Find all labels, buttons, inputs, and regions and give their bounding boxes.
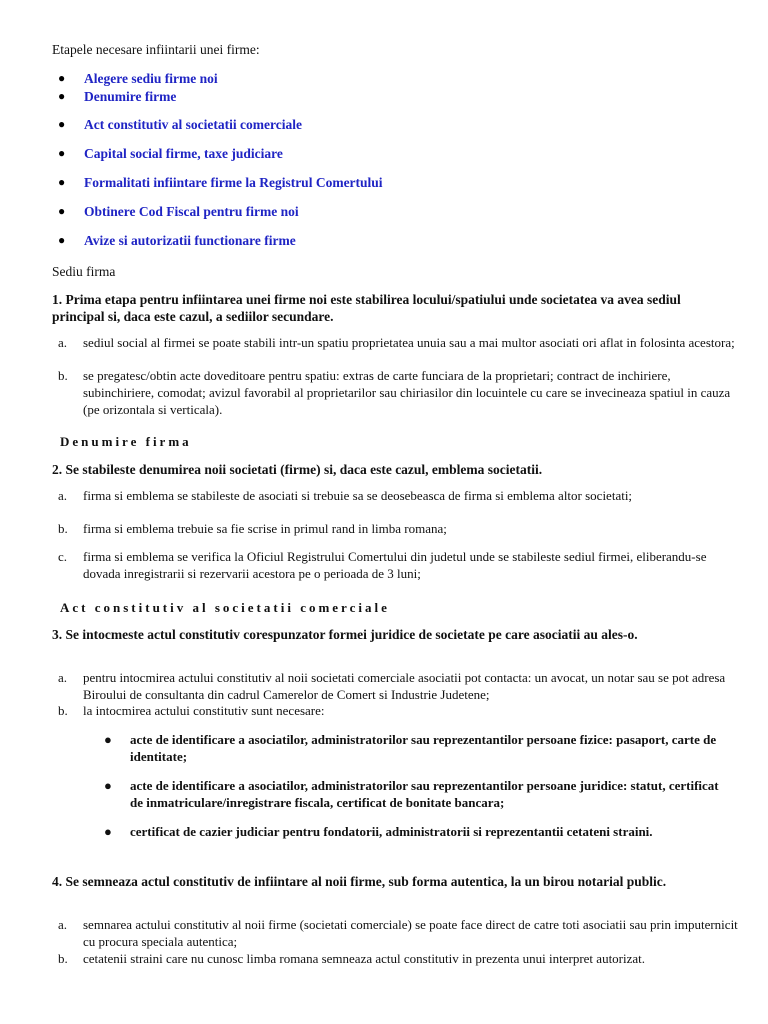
toc-link-formalitati[interactable]: Formalitati infiintare firme la Registrul Comertului bbox=[84, 175, 383, 190]
sub-list-item bbox=[104, 823, 734, 840]
list-marker: a. bbox=[58, 917, 68, 932]
list-item-text: firma si emblema trebuie sa fie scrise in primul rand in limba romana; bbox=[83, 521, 447, 536]
bullet-icon: ● bbox=[58, 146, 66, 160]
sub-list-item-text: acte de identificare a asociatilor, administratorilor sau reprezentantilor persoane fizice: pasaport, carte de identitate; bbox=[130, 732, 717, 764]
toc-link-avize[interactable]: Avize si autorizatii functionare firme bbox=[84, 233, 296, 248]
step-2-paragraph: 2. Se stabileste denumirea noii societati (firme) si, daca este cazul, emblema societatii. bbox=[52, 462, 543, 477]
sub-list-item bbox=[104, 777, 734, 811]
toc-link-denumire[interactable]: Denumire firme bbox=[84, 89, 177, 104]
list-marker: c. bbox=[58, 549, 68, 564]
list-marker: a. bbox=[58, 670, 68, 685]
toc-link-cod-fiscal[interactable]: Obtinere Cod Fiscal pentru firme noi bbox=[84, 204, 299, 219]
bullet-icon: ● bbox=[104, 824, 112, 839]
bullet-icon: ● bbox=[104, 732, 112, 747]
list-item bbox=[58, 916, 738, 950]
list-item-text: firma si emblema se stabileste de asociati si trebuie sa se deosebeasca de firma si emblema altor societati; bbox=[83, 488, 633, 503]
bullet-icon: ● bbox=[58, 71, 66, 85]
section-heading-denumire: Denumire firma bbox=[60, 434, 192, 449]
sub-list-item-text: acte de identificare a asociatilor, administratorilor sau reprezentantilor persoane juridice: statut, certificat de inmatriculare/inregistrare fiscala, certificat de bonitate bancara; bbox=[130, 778, 719, 810]
list-item-text: firma si emblema se verifica la Oficiul Registrului Comertului din judetul unde se stabileste sediul firmei, eliberandu-se dovada inregistrarii si rezervarii acestora pe o perioada de 3 luni; bbox=[83, 549, 707, 581]
list-item-text: se pregatesc/obtin acte doveditoare pentru spatiu: extras de carte funciara de la proprietari; contract de inchiriere, subinchiriere, comodat; avizul favorabil al proprietarilor sau chiriasilor din locuintele cu care se invecineaza spatiul in cauza (pe orizontala si verticala). bbox=[83, 368, 731, 417]
list-marker: b. bbox=[58, 703, 68, 718]
list-item-text: la intocmirea actului constitutiv sunt necesare: bbox=[83, 703, 325, 718]
bullet-icon: ● bbox=[58, 175, 66, 189]
toc-link-capital-social[interactable]: Capital social firme, taxe judiciare bbox=[84, 146, 283, 161]
bullet-icon: ● bbox=[58, 233, 66, 247]
toc-link-act-constitutiv[interactable]: Act constitutiv al societatii comerciale bbox=[84, 117, 302, 132]
list-item bbox=[58, 702, 738, 719]
list-marker: a. bbox=[58, 488, 68, 503]
step-4-paragraph: 4. Se semneaza actul constitutiv de infiintare al noii firme, sub forma autentica, la un birou notarial public. bbox=[52, 874, 667, 889]
list-marker: a. bbox=[58, 335, 68, 350]
list-item-text: cetatenii straini care nu cunosc limba romana semneaza actul constitutiv in prezenta unui interpret autorizat. bbox=[83, 951, 646, 966]
section-heading-sediu: Sediu firma bbox=[52, 264, 116, 279]
list-item-text: sediul social al firmei se poate stabili intr-un spatiu proprietatea unuia sau a mai multor asociati ori aflat in folosinta acestora; bbox=[83, 335, 735, 350]
list-item bbox=[58, 520, 738, 537]
list-item bbox=[58, 669, 738, 703]
toc-link-sediu[interactable]: Alegere sediu firme noi bbox=[84, 71, 218, 86]
list-item bbox=[58, 367, 738, 418]
list-marker: b. bbox=[58, 368, 68, 383]
list-marker: b. bbox=[58, 521, 68, 536]
list-item bbox=[58, 487, 738, 504]
intro-text: Etapele necesare infiintarii unei firme: bbox=[52, 42, 260, 57]
sub-list-item bbox=[104, 731, 734, 765]
list-item-text: pentru intocmirea actului constitutiv al noii societati comerciale asociatii pot contacta: un avocat, un notar sau se pot adresa Biroului de consultanta din cadrul Camerelor de Comert si Industrie Judetene; bbox=[83, 670, 726, 702]
bullet-icon: ● bbox=[104, 778, 112, 793]
bullet-icon: ● bbox=[58, 204, 66, 218]
list-marker: b. bbox=[58, 951, 68, 966]
bullet-icon: ● bbox=[58, 117, 66, 131]
list-item bbox=[58, 548, 738, 582]
section-heading-act-constitutiv: Act constitutiv al societatii comerciale bbox=[60, 600, 390, 615]
step-3-paragraph: 3. Se intocmeste actul constitutiv corespunzator formei juridice de societate pe care asociatii au ales-o. bbox=[52, 627, 638, 642]
list-item bbox=[58, 950, 738, 967]
sub-list-item-text: certificat de cazier judiciar pentru fondatorii, administratorii si reprezentantii cetateni straini. bbox=[130, 824, 653, 839]
list-item-text: semnarea actului constitutiv al noii firme (societati comerciale) se poate face direct de catre toti asociatii sau prin imputernicit cu procura speciala autentica; bbox=[83, 917, 738, 949]
list-item bbox=[58, 334, 738, 351]
step-1-paragraph: 1. Prima etapa pentru infiintarea unei firme noi este stabilirea locului/spatiului unde societatea va avea sediul principal si, daca este cazul, a sediilor secundare. bbox=[52, 292, 681, 324]
bullet-icon: ● bbox=[58, 89, 66, 103]
